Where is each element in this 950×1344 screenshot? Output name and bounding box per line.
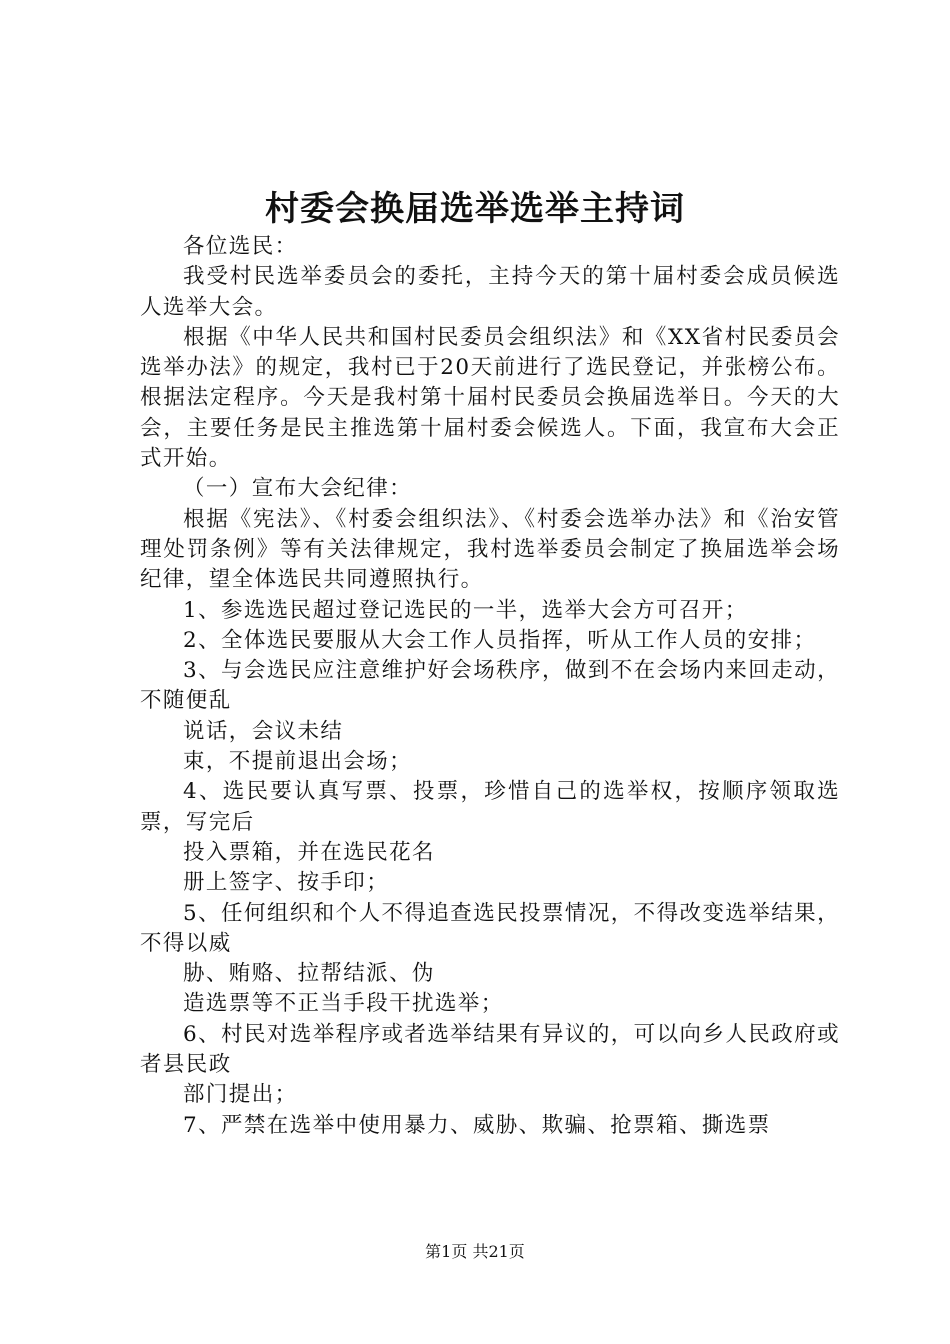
rule-item-continuation: 造选票等不正当手段干扰选举； — [183, 991, 504, 1017]
rule-item-continuation: 说话，会议未结 — [183, 718, 344, 744]
rule-item-continuation: 束，不提前退出会场； — [183, 749, 413, 775]
section-heading: （一）宣布大会纪律： — [183, 476, 413, 502]
rule-item: 7、严禁在选举中使用暴力、威胁、欺骗、抢票箱、撕选票 — [183, 1112, 771, 1138]
paragraph: 各位选民： — [183, 234, 298, 259]
rule-item: 1、参选选民超过登记选民的一半，选举大会方可召开； — [183, 597, 748, 623]
page-number: 第1页 共21页 — [425, 1242, 525, 1261]
paragraph: 我受村民选举委员会的委托，主持今天的第十届村委会成员候选人选举大会。 — [140, 264, 840, 320]
rule-item-continuation: 部门提出； — [183, 1082, 298, 1108]
document-body — [140, 232, 840, 1141]
document-title: 村委会换届选举选举主持词 — [265, 189, 685, 229]
rule-item-continuation: 投入票箱，并在选民花名 — [183, 839, 435, 865]
paragraph: 根据《中华人民共和国村民委员会组织法》和《XX省村民委员会选举办法》的规定，我村已于20天前进行了选民登记，并张榜公布。根据法定程序。今天是我村第十届村民委员会换届选举日。今天的大会，主要任务是民主推选第十届村委会候选人。下面，我宣布大会正式开始。 — [140, 324, 840, 472]
paragraph: 根据《宪法》、《村委会组织法》、《村委会选举办法》和《治安管理处罚条例》等有关法律规定，我村选举委员会制定了换届选举会场纪律，望全体选民共同遵照执行。 — [140, 506, 840, 593]
rule-item: 4、选民要认真写票、投票，珍惜自己的选举权，按顺序领取选票，写完后 — [140, 779, 840, 835]
rule-item-continuation: 胁、贿赂、拉帮结派、伪 — [183, 961, 435, 987]
rule-item-continuation: 册上签字、按手印； — [183, 870, 390, 896]
rule-item: 5、任何组织和个人不得追查选民投票情况，不得改变选举结果，不得以威 — [140, 900, 840, 956]
rule-item: 6、村民对选举程序或者选举结果有异议的，可以向乡人民政府或者县民政 — [140, 1021, 840, 1078]
rule-item: 3、与会选民应注意维护好会场秩序，做到不在会场内来回走动，不随便乱 — [140, 658, 840, 714]
rule-item: 2、全体选民要服从大会工作人员指挥，听从工作人员的安排； — [183, 627, 817, 653]
